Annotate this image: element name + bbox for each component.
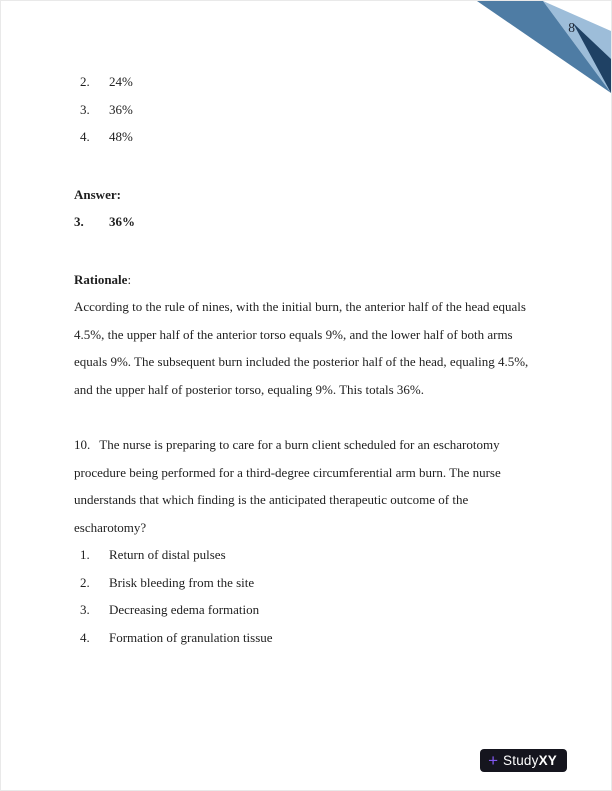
option-number: 1. — [80, 547, 90, 562]
rationale-section — [74, 266, 537, 404]
answer-value — [74, 208, 537, 236]
plus-icon: + — [488, 750, 499, 770]
question-number: 10. — [74, 437, 91, 452]
question-text: 10. The nurse is preparing to care for a burn client scheduled for an escharotomy procedure being performed for a third-degree circumferential arm burn. The nurse understands that which finding is the anticipated therapeutic outcome of the escharotomy? — [74, 437, 501, 535]
list-item — [74, 123, 537, 151]
option-number: 4. — [80, 629, 90, 645]
list-item — [74, 96, 537, 124]
answer-number: 3. — [74, 214, 84, 229]
option-text: Return of distal pulses — [109, 547, 226, 562]
option-number: 4. — [80, 129, 90, 144]
option-text: Formation of granulation tissue — [109, 629, 273, 645]
option-number: 3. — [80, 101, 90, 117]
list-item — [74, 569, 537, 597]
option-text: 24% — [109, 74, 133, 89]
option-text: Brisk bleeding from the site — [109, 574, 255, 590]
list-item — [74, 596, 537, 624]
rationale-label: Rationale: — [74, 271, 132, 287]
option-number: 2. — [80, 574, 90, 590]
studyxy-logo — [480, 749, 567, 772]
page-number: 8 — [568, 20, 575, 35]
option-text: 48% — [109, 129, 133, 144]
option-number: 2. — [80, 74, 90, 89]
brand-name: StudyXY — [503, 752, 557, 768]
answer-label: Answer: — [74, 186, 121, 202]
answer-text: 36% — [109, 214, 135, 229]
previous-question-options — [74, 68, 537, 151]
option-number: 3. — [80, 602, 90, 617]
answer-section — [74, 181, 537, 236]
option-text: 36% — [109, 101, 133, 117]
rationale-text: According to the rule of nines, with the initial burn, the anterior half of the head equals 4.5%, the upper half of the anterior torso equals 9%, and the lower half of both arms equals 9%. The subsequent burn included the posterior half of the head, equaling 4.5%, and the upper half of posterior torso, equaling 9%. This totals 36%. — [74, 299, 529, 397]
option-text: Decreasing edema formation — [109, 602, 260, 617]
list-item — [74, 624, 537, 652]
list-item — [74, 541, 537, 569]
document-content — [74, 68, 537, 651]
list-item — [74, 68, 537, 96]
question-options — [74, 541, 537, 651]
